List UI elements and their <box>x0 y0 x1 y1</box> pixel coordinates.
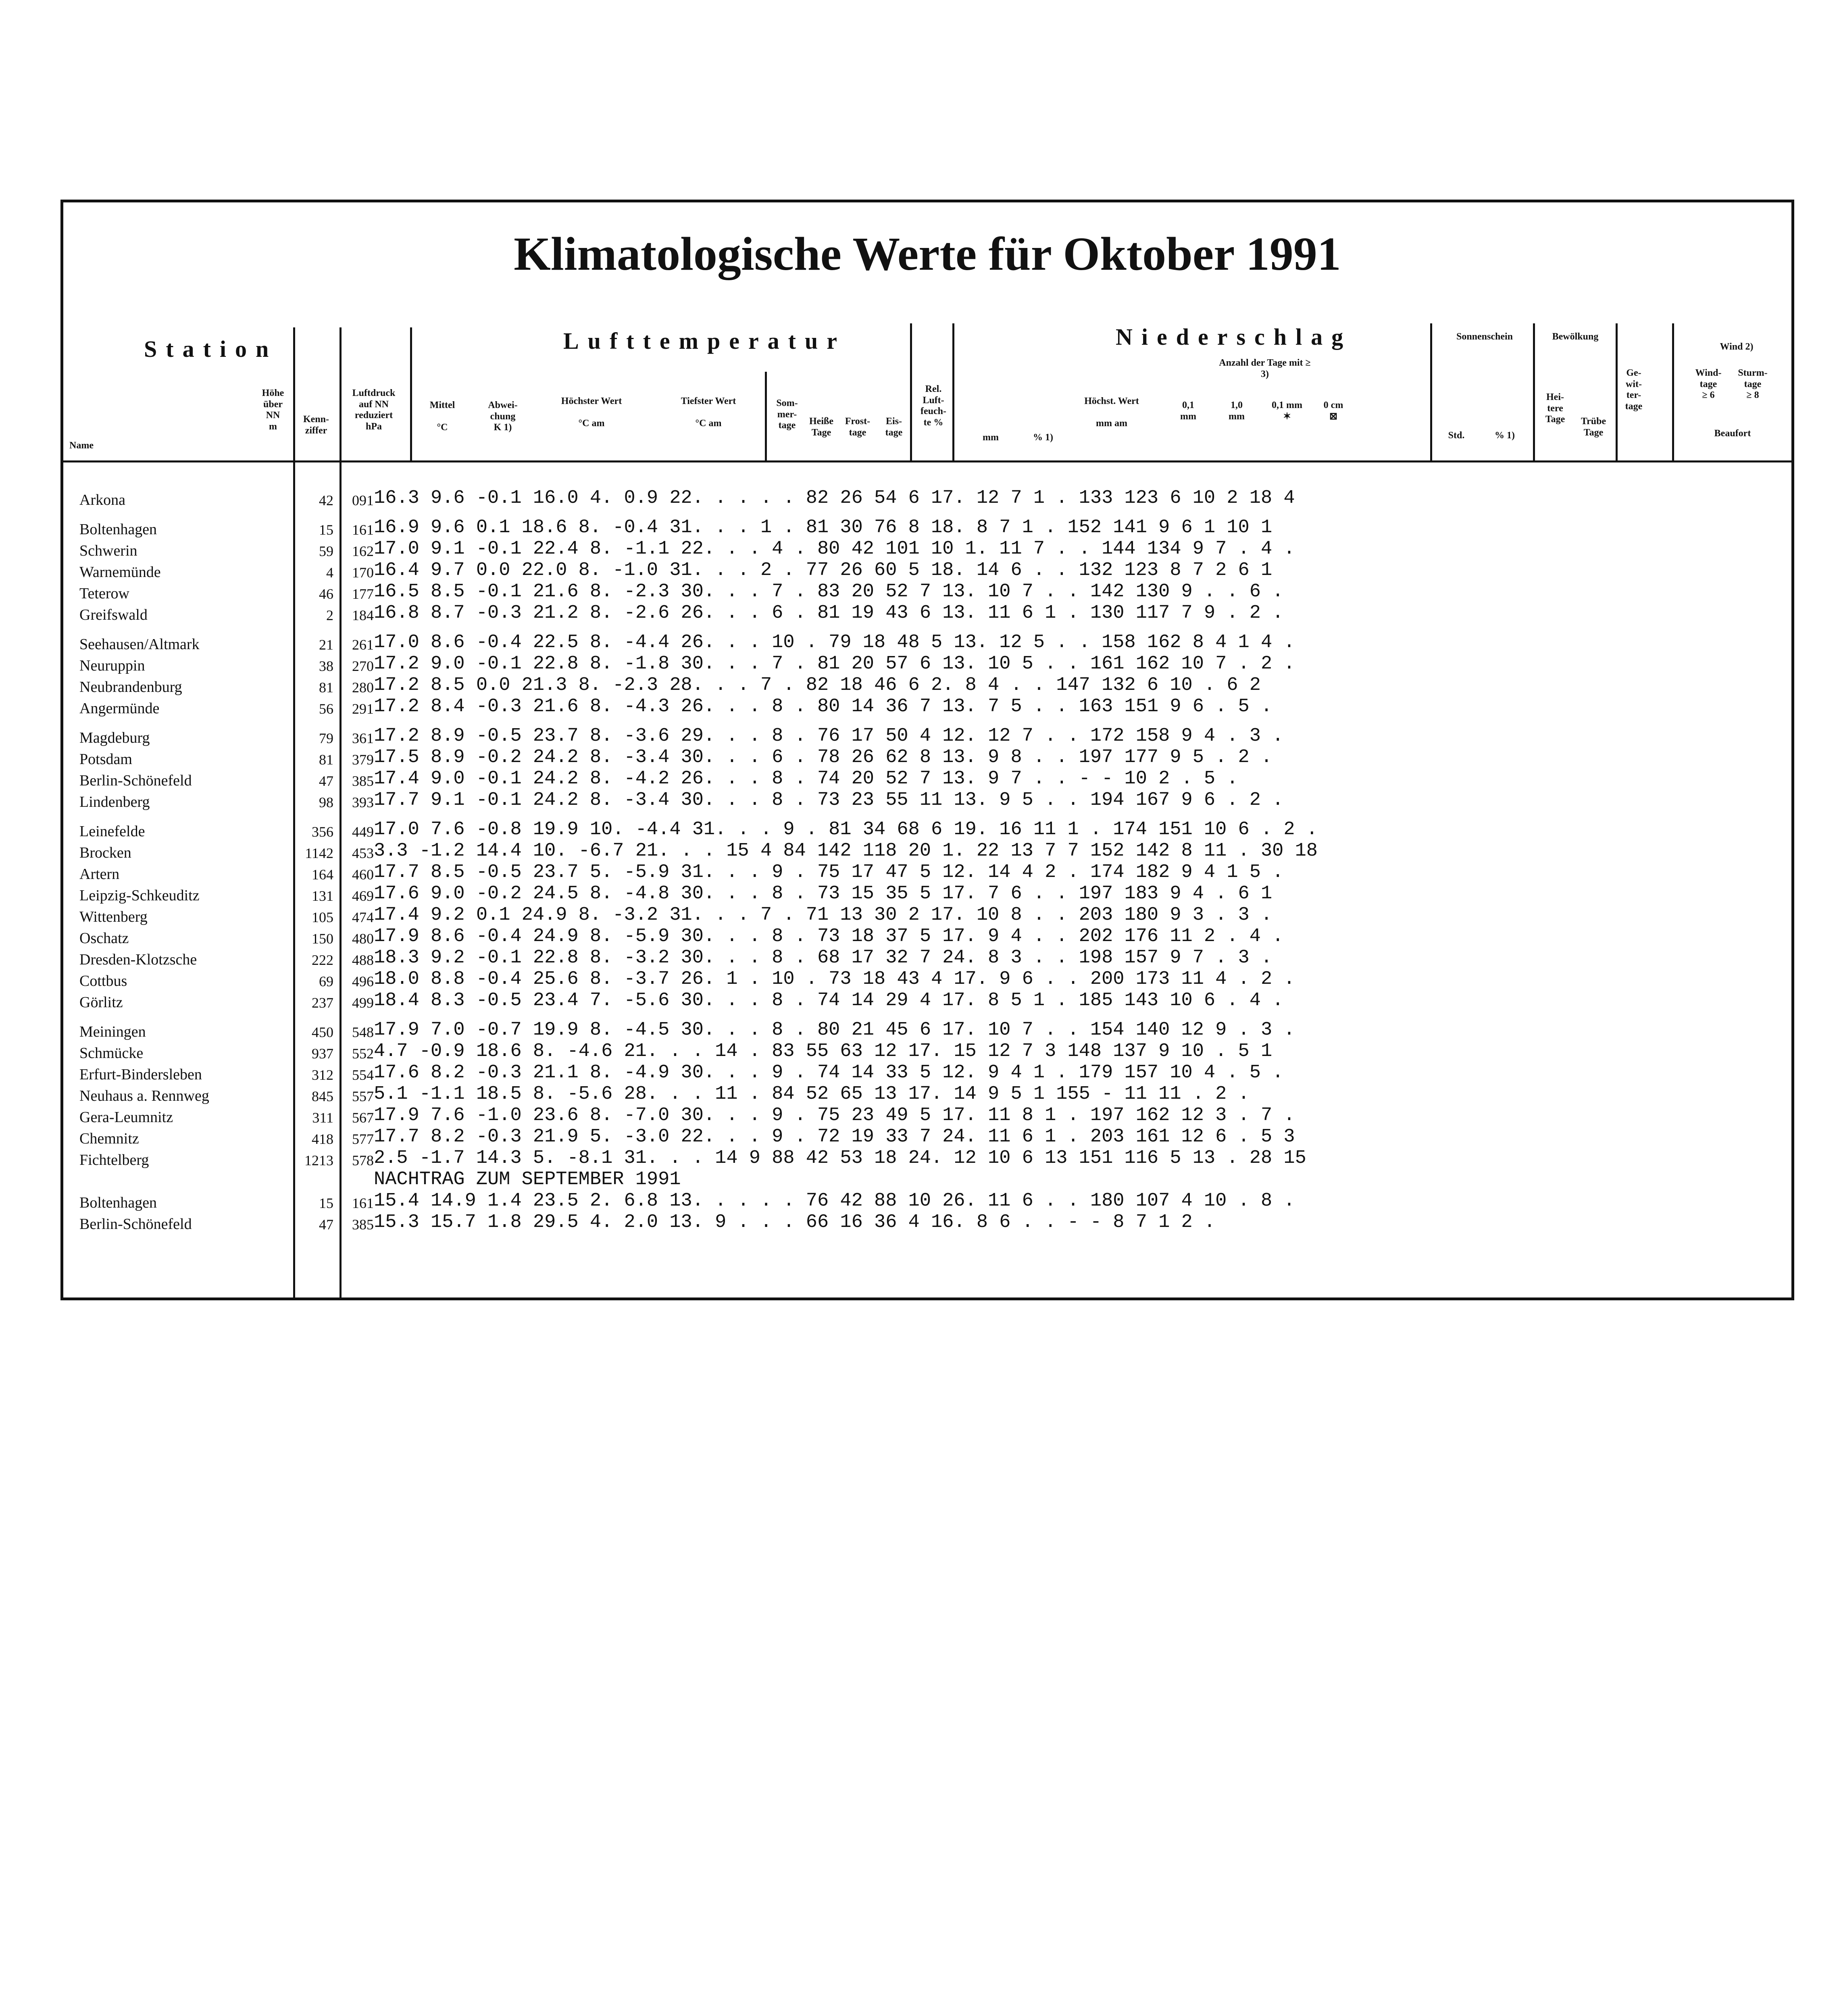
station-row <box>79 1019 1318 1041</box>
station-hoehe: 79 <box>319 730 333 746</box>
station-name: Boltenhagen <box>79 1194 157 1211</box>
header-tage-schneedecke: 0 cm ⊠ <box>1323 400 1343 422</box>
station-row <box>79 768 1318 789</box>
station-kennziffer: 280 <box>352 679 374 696</box>
station-row <box>79 840 1318 862</box>
station-row <box>79 538 1318 560</box>
station-values: 17.9 7.0 -0.7 19.9 8. -4.5 30. . . 8 . 80 21 45 6 17. 10 7 . . 154 140 12 9 . 3 . <box>374 1019 1295 1041</box>
station-values: 4.7 -0.9 18.6 8. -4.6 21. . . 14 . 83 55 63 12 17. 15 12 7 3 148 137 9 10 . 5 1 <box>374 1041 1273 1062</box>
header-sonne-std: Std. <box>1448 430 1465 441</box>
header-rule <box>63 460 1791 462</box>
header-hoechst-wert: Höchst. Wert mm am <box>1084 396 1139 429</box>
station-values: 2.5 -1.7 14.3 5. -8.1 31. . . 14 9 88 42 53 18 24. 12 10 6 13 151 116 5 13 . 28 15 <box>374 1148 1306 1169</box>
station-kennziffer: 379 <box>352 752 374 768</box>
station-name: Leipzig-Schkeuditz <box>79 887 200 904</box>
group-spacer <box>79 624 1318 632</box>
station-values: 17.2 8.5 0.0 21.3 8. -2.3 28. . . 7 . 82 18 46 6 2. 8 4 . . 147 132 6 10 . 6 2 <box>374 675 1261 696</box>
page-title: Klimatologische Werte für Oktober 1991 <box>514 227 1341 280</box>
station-kennziffer: 291 <box>352 701 374 717</box>
group-bewoelkung: Bewölkung <box>1552 331 1599 342</box>
station-row <box>79 1062 1318 1083</box>
station-row <box>79 926 1318 947</box>
station-hoehe: 98 <box>319 794 333 810</box>
group-spacer <box>79 717 1318 725</box>
station-row <box>79 517 1318 538</box>
station-kennziffer: 557 <box>352 1088 374 1104</box>
header-tage-schnee: 0,1 mm ✶ <box>1272 400 1302 422</box>
station-hoehe: 4 <box>326 564 333 581</box>
station-row <box>79 602 1318 624</box>
station-row <box>79 632 1318 653</box>
station-name: Potsdam <box>79 751 132 768</box>
station-hoehe: 450 <box>312 1024 333 1040</box>
station-name: Neuhaus a. Rennweg <box>79 1087 209 1104</box>
header-windtage: Wind- tage ≥ 6 <box>1695 368 1722 401</box>
station-values: 17.2 9.0 -0.1 22.8 8. -1.8 30. . . 7 . 81 20 57 6 13. 10 5 . . 161 162 10 7 . 2 . <box>374 653 1295 675</box>
station-row <box>79 1041 1318 1062</box>
header-abweichung: Abwei- chung K 1) <box>488 400 518 433</box>
station-hoehe: 38 <box>319 658 333 674</box>
station-values: 17.4 9.2 0.1 24.9 8. -3.2 31. . . 7 . 71 13 30 2 17. 10 8 . . 203 180 9 3 . 3 . <box>374 904 1273 926</box>
station-hoehe: 845 <box>312 1088 333 1104</box>
station-row <box>79 968 1318 990</box>
station-hoehe: 47 <box>319 1216 333 1233</box>
group-sonnenschein: Sonnenschein <box>1456 331 1513 342</box>
station-values: 17.7 8.2 -0.3 21.9 5. -3.0 22. . . 9 . 72 19 33 7 24. 11 6 1 . 203 161 12 6 . 5 3 <box>374 1126 1295 1148</box>
rule-gewitter <box>1616 323 1618 462</box>
station-row <box>79 725 1318 747</box>
station-values: 17.9 7.6 -1.0 23.6 8. -7.0 30. . . 9 . 75 23 49 5 17. 11 8 1 . 197 162 12 3 . 7 . <box>374 1105 1295 1126</box>
station-kennziffer: 385 <box>352 773 374 789</box>
station-hoehe: 15 <box>319 522 333 538</box>
station-row <box>79 862 1318 883</box>
station-values: 17.0 8.6 -0.4 22.5 8. -4.4 26. . . 10 . 79 18 48 5 13. 12 5 . . 158 162 8 4 1 4 . <box>374 632 1295 653</box>
header-sommertage: Som- mer- tage <box>776 398 798 431</box>
rule-wind <box>1672 323 1674 462</box>
station-name: Teterow <box>79 585 129 602</box>
station-name: Oschatz <box>79 930 129 947</box>
station-kennziffer: 453 <box>352 845 374 861</box>
station-name: Boltenhagen <box>79 521 157 538</box>
station-kennziffer: 554 <box>352 1067 374 1083</box>
station-kennziffer: 578 <box>352 1152 374 1168</box>
station-hoehe: 311 <box>312 1110 333 1126</box>
station-hoehe: 47 <box>319 773 333 789</box>
station-name: Fichtelberg <box>79 1152 149 1168</box>
station-hoehe: 56 <box>319 701 333 717</box>
station-kennziffer: 161 <box>352 1195 374 1211</box>
station-values: 5.1 -1.1 18.5 8. -5.6 28. . . 11 . 84 52 65 13 17. 14 9 5 1 155 - 11 11 . 2 . <box>374 1083 1250 1105</box>
station-values: 18.4 8.3 -0.5 23.4 7. -5.6 30. . . 8 . 74 14 29 4 17. 8 5 1 . 185 143 10 6 . 4 . <box>374 990 1284 1011</box>
station-values: 16.4 9.7 0.0 22.0 8. -1.0 31. . . 2 . 77 26 60 5 18. 14 6 . . 132 123 8 7 2 6 1 <box>374 560 1273 581</box>
station-hoehe: 150 <box>312 931 333 947</box>
station-hoehe: 131 <box>312 888 333 904</box>
station-values: 15.3 15.7 1.8 29.5 4. 2.0 13. 9 . . . 66 16 36 4 16. 8 6 . . - - 8 7 1 2 . <box>374 1212 1216 1233</box>
station-name: Magdeburg <box>79 729 150 746</box>
station-name: Warnemünde <box>79 564 161 581</box>
station-row <box>79 653 1318 675</box>
station-values: 16.8 8.7 -0.3 21.2 8. -2.6 26. . . 6 . 81 19 43 6 13. 11 6 1 . 130 117 7 9 . 2 . <box>374 602 1284 624</box>
station-kennziffer: 474 <box>352 909 374 925</box>
station-hoehe: 15 <box>319 1195 333 1211</box>
header-beaufort: Beaufort <box>1714 428 1751 439</box>
station-name: Leinefelde <box>79 823 145 840</box>
header-sonne-prozent: % 1) <box>1495 430 1515 441</box>
station-name: Brocken <box>79 844 131 861</box>
station-hoehe: 105 <box>312 909 333 925</box>
station-values: 18.3 9.2 -0.1 22.8 8. -3.2 30. . . 8 . 68 17 32 7 24. 8 3 . . 198 157 9 7 . 3 . <box>374 947 1273 968</box>
nachtrag-note: NACHTRAG ZUM SEPTEMBER 1991 <box>374 1169 681 1190</box>
station-name: Dresden-Klotzsche <box>79 951 197 968</box>
station-kennziffer: 385 <box>352 1216 374 1233</box>
station-kennziffer: 261 <box>352 637 374 653</box>
header-hoehe: Höhe über NN m <box>262 388 284 432</box>
station-kennziffer: 496 <box>352 973 374 989</box>
station-hoehe: 42 <box>319 492 333 508</box>
station-values: 17.0 7.6 -0.8 19.9 10. -4.4 31. . . 9 . 81 34 68 6 19. 16 11 1 . 174 151 10 6 . 2 . <box>374 819 1318 840</box>
station-kennziffer: 449 <box>352 824 374 840</box>
station-values: 17.9 8.6 -0.4 24.9 8. -5.9 30. . . 8 . 73 18 37 5 17. 9 4 . . 202 176 11 2 . 4 . <box>374 926 1284 947</box>
station-hoehe: 1213 <box>304 1152 333 1168</box>
station-hoehe: 81 <box>319 679 333 696</box>
station-name: Arkona <box>79 492 125 508</box>
climate-table <box>79 485 1318 1233</box>
station-row <box>79 990 1318 1011</box>
station-hoehe: 1142 <box>305 845 333 861</box>
header-hoechster-wert: Höchster Wert °C am <box>561 396 622 429</box>
station-values: 17.2 8.4 -0.3 21.6 8. -4.3 26. . . 8 . 80 14 36 7 13. 7 5 . . 163 151 9 6 . 5 . <box>374 696 1273 717</box>
header-frosttage: Frost- tage <box>845 416 871 438</box>
station-row <box>79 1212 1318 1233</box>
station-kennziffer: 488 <box>352 952 374 968</box>
group-station: Station <box>144 336 278 362</box>
station-values: 17.7 8.5 -0.5 23.7 5. -5.9 31. . . 9 . 75 17 47 5 12. 14 4 2 . 174 182 9 4 1 5 . <box>374 862 1284 883</box>
station-name: Görlitz <box>79 994 123 1011</box>
station-name: Chemnitz <box>79 1130 139 1147</box>
header-eistage: Eis- tage <box>885 416 903 438</box>
station-hoehe: 164 <box>312 866 333 883</box>
station-values: 15.4 14.9 1.4 23.5 2. 6.8 13. . . . . 76 42 88 10 26. 11 6 . . 180 107 4 10 . 8 . <box>374 1190 1295 1212</box>
station-kennziffer: 161 <box>352 522 374 538</box>
header-heitere-tage: Hei- tere Tage <box>1545 392 1565 425</box>
station-values: 16.9 9.6 0.1 18.6 8. -0.4 31. . . 1 . 81 30 76 8 18. 8 7 1 . 152 141 9 6 1 10 1 <box>374 517 1273 538</box>
header-mittel: Mittel °C <box>429 400 455 433</box>
rule-niederschlag <box>952 323 954 462</box>
station-hoehe: 937 <box>312 1045 333 1062</box>
station-row <box>79 1126 1318 1148</box>
station-name: Schwerin <box>79 542 137 559</box>
station-row <box>79 560 1318 581</box>
station-row <box>79 1190 1318 1212</box>
rule-luftdruck <box>410 327 412 462</box>
station-hoehe: 312 <box>312 1067 333 1083</box>
header-anzahl-tage: Anzahl der Tage mit ≥ 3) <box>1219 358 1311 379</box>
group-wind: Wind 2) <box>1720 342 1754 352</box>
station-values: 17.6 8.2 -0.3 21.1 8. -4.9 30. . . 9 . 74 14 33 5 12. 9 4 1 . 179 157 10 4 . 5 . <box>374 1062 1284 1083</box>
station-kennziffer: 177 <box>352 586 374 602</box>
station-kennziffer: 270 <box>352 658 374 674</box>
station-hoehe: 222 <box>312 952 333 968</box>
station-row <box>79 789 1318 811</box>
rule-sonne <box>1430 323 1432 462</box>
station-row <box>79 485 1318 509</box>
station-name: Erfurt-Bindersleben <box>79 1066 202 1083</box>
header-sturmtage: Sturm- tage ≥ 8 <box>1738 368 1768 401</box>
header-prozent: % 1) <box>1033 432 1053 443</box>
station-hoehe: 418 <box>312 1131 333 1147</box>
station-kennziffer: 567 <box>352 1110 374 1126</box>
header-truebe-tage: Trübe Tage <box>1581 416 1606 438</box>
station-kennziffer: 170 <box>352 564 374 581</box>
station-row <box>79 1083 1318 1105</box>
station-name: Lindenberg <box>79 793 150 810</box>
station-name: Meiningen <box>79 1023 146 1040</box>
station-kennziffer: 184 <box>352 607 374 623</box>
station-name: Artern <box>79 866 120 883</box>
station-hoehe: 356 <box>312 824 333 840</box>
group-spacer <box>79 509 1318 517</box>
header-name: Name <box>69 440 94 451</box>
station-row <box>79 747 1318 768</box>
station-kennziffer: 499 <box>352 995 374 1011</box>
station-values: 17.4 9.0 -0.1 24.2 8. -4.2 26. . . 8 . 74 20 52 7 13. 9 7 . . - - 10 2 . 5 . <box>374 768 1238 789</box>
station-row <box>79 947 1318 968</box>
station-name: Wittenberg <box>79 908 148 925</box>
station-row <box>79 675 1318 696</box>
station-kennziffer: 361 <box>352 730 374 746</box>
station-name: Neubrandenburg <box>79 679 182 696</box>
station-row <box>79 904 1318 926</box>
station-hoehe: 46 <box>319 586 333 602</box>
station-kennziffer: 469 <box>352 888 374 904</box>
station-values: 3.3 -1.2 14.4 10. -6.7 21. . . 15 4 84 142 118 20 1. 22 13 7 7 152 142 8 11 . 30 18 <box>374 840 1318 862</box>
station-row <box>79 883 1318 904</box>
station-hoehe: 21 <box>319 637 333 653</box>
group-spacer <box>79 1011 1318 1019</box>
station-values: 16.5 8.5 -0.1 21.6 8. -2.3 30. . . 7 . 83 20 52 7 13. 10 7 . . 142 130 9 . . 6 . <box>374 581 1284 602</box>
station-kennziffer: 577 <box>352 1131 374 1147</box>
station-row <box>79 1105 1318 1126</box>
header-kennziffer: Kenn- ziffer <box>303 414 329 436</box>
header-gewittertage: Ge- wit- ter- tage <box>1625 368 1643 412</box>
station-kennziffer: 162 <box>352 543 374 559</box>
header-heisse-tage: Heiße Tage <box>809 416 833 438</box>
station-hoehe: 2 <box>326 607 333 623</box>
station-kennziffer: 480 <box>352 931 374 947</box>
nachtrag-row <box>79 1169 1318 1190</box>
rule-sommer <box>765 372 767 462</box>
header-tiefster-wert: Tiefster Wert °C am <box>681 396 736 429</box>
station-kennziffer: 552 <box>352 1045 374 1062</box>
station-values: 17.2 8.9 -0.5 23.7 8. -3.6 29. . . 8 . 76 17 50 4 12. 12 7 . . 172 158 9 4 . 3 . <box>374 725 1284 747</box>
header-tage-01mm: 0,1 mm <box>1180 400 1196 422</box>
station-name: Cottbus <box>79 973 127 989</box>
station-kennziffer: 393 <box>352 794 374 810</box>
header-rel-feuchte: Rel. Luft- feuch- te % <box>921 384 946 428</box>
table-frame <box>60 200 1794 1300</box>
header-luftdruck: Luftdruck auf NN reduziert hPa <box>352 388 396 432</box>
station-values: 17.7 9.1 -0.1 24.2 8. -3.4 30. . . 8 . 73 23 55 11 13. 9 5 . . 194 167 9 6 . 2 . <box>374 789 1284 811</box>
header-tage-10mm: 1,0 mm <box>1229 400 1245 422</box>
station-name: Gera-Leumnitz <box>79 1109 173 1126</box>
station-hoehe: 81 <box>319 752 333 768</box>
station-values: 17.6 9.0 -0.2 24.5 8. -4.8 30. . . 8 . 73 15 35 5 17. 7 6 . . 197 183 9 4 . 6 1 <box>374 883 1273 904</box>
group-niederschlag: Niederschlag <box>1116 324 1352 350</box>
station-row <box>79 696 1318 717</box>
station-kennziffer: 548 <box>352 1024 374 1040</box>
station-kennziffer: 091 <box>352 492 374 508</box>
station-values: 16.3 9.6 -0.1 16.0 4. 0.9 22. . . . . 82 26 54 6 17. 12 7 1 . 133 123 6 10 2 18 4 <box>374 487 1295 509</box>
station-name: Angermünde <box>79 700 160 717</box>
station-name: Seehausen/Altmark <box>79 636 200 653</box>
station-row <box>79 819 1318 840</box>
station-row <box>79 1148 1318 1169</box>
header-mm: mm <box>983 432 999 443</box>
station-name: Berlin-Schönefeld <box>79 772 192 789</box>
station-hoehe: 69 <box>319 973 333 989</box>
station-name: Neuruppin <box>79 657 145 674</box>
group-spacer <box>79 811 1318 819</box>
station-name: Greifswald <box>79 606 148 623</box>
rule-feuchte <box>910 323 912 462</box>
station-values: 18.0 8.8 -0.4 25.6 8. -3.7 26. 1 . 10 . 73 18 43 4 17. 9 6 . . 200 173 11 4 . 2 . <box>374 968 1295 990</box>
group-lufttemperatur: Lufttemperatur <box>563 328 846 354</box>
station-kennziffer: 460 <box>352 866 374 883</box>
station-values: 17.0 9.1 -0.1 22.4 8. -1.1 22. . . 4 . 80 42 101 10 1. 11 7 . . 144 134 9 7 . 4 . <box>374 538 1295 560</box>
station-row <box>79 581 1318 602</box>
station-name: Berlin-Schönefeld <box>79 1216 192 1233</box>
station-values: 17.5 8.9 -0.2 24.2 8. -3.4 30. . . 6 . 78 26 62 8 13. 9 8 . . 197 177 9 5 . 2 . <box>374 747 1273 768</box>
station-name: Schmücke <box>79 1045 144 1062</box>
station-hoehe: 59 <box>319 543 333 559</box>
rule-bewoelkung <box>1533 323 1535 462</box>
station-hoehe: 237 <box>312 995 333 1011</box>
